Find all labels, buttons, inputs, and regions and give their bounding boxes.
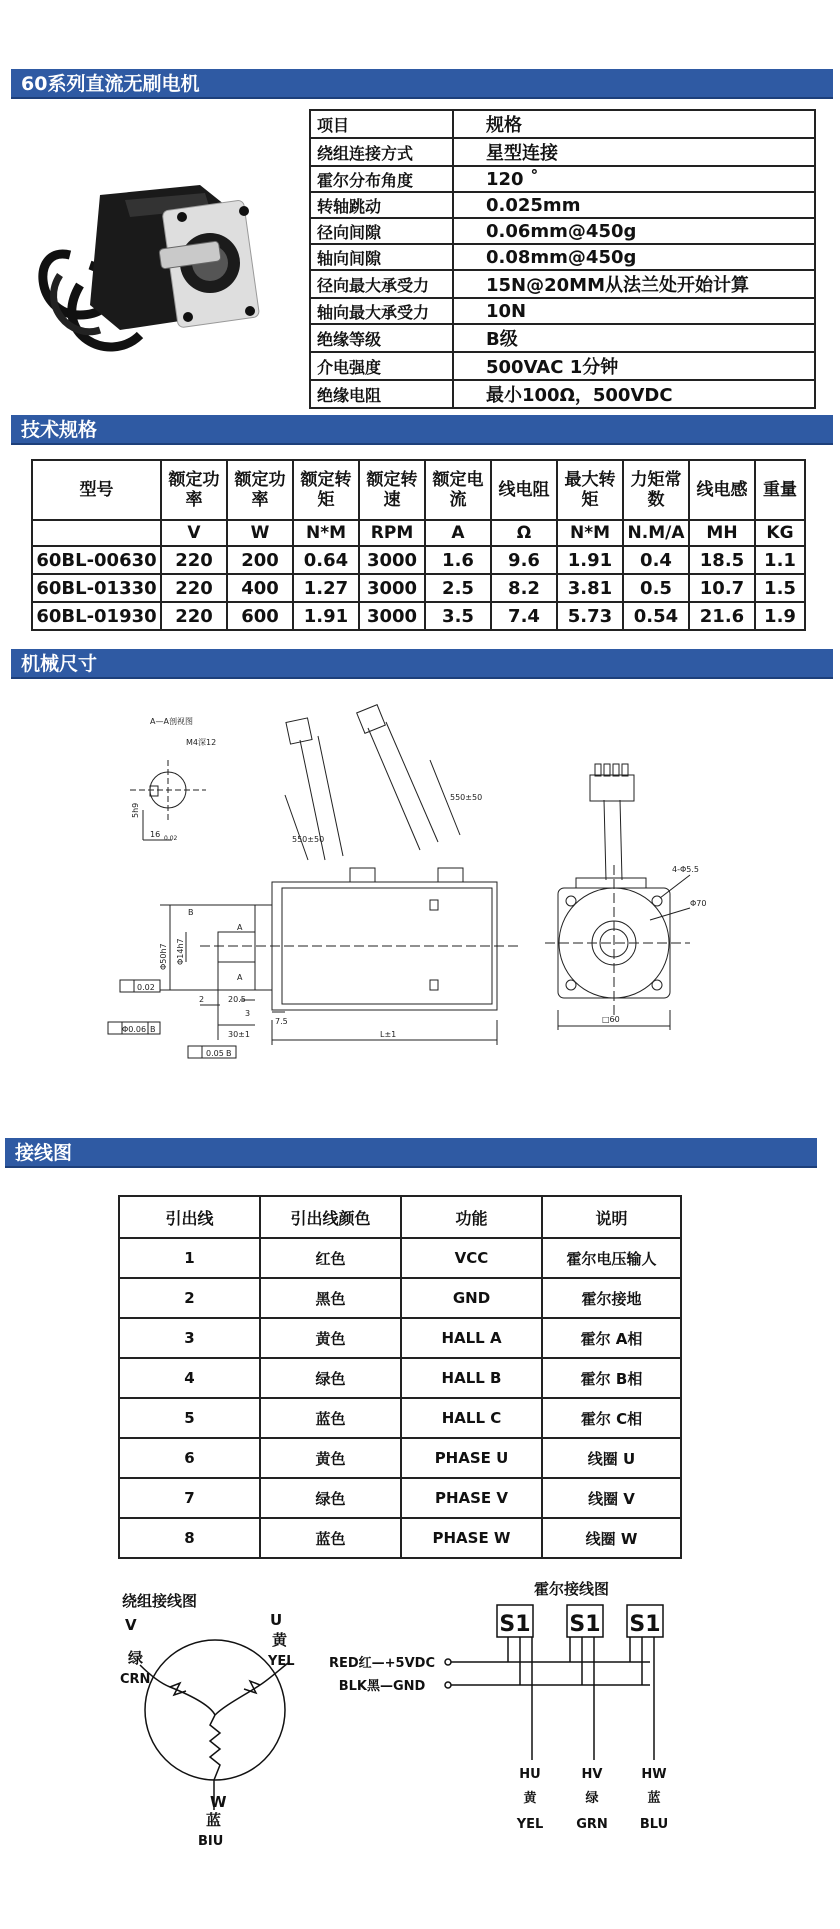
col-header: 力矩常数	[623, 460, 689, 520]
table-row	[119, 1238, 681, 1278]
table-cell: 10.7	[689, 574, 755, 602]
marker-a-bottom: A	[237, 973, 243, 982]
dim-7-5-label: 7.5	[275, 1017, 288, 1026]
table-row	[119, 1358, 681, 1398]
col-header: 额定功率	[161, 460, 227, 520]
col-header: 额定电流	[425, 460, 491, 520]
hv-cn: 绿	[585, 1791, 599, 1806]
table-cell: 0.5	[623, 574, 689, 602]
table-cell: 1.27	[293, 574, 359, 602]
table-cell: 1.6	[425, 546, 491, 574]
key-width-label: 16	[150, 830, 161, 839]
spec-value: 最小100Ω，500VDC	[453, 380, 815, 408]
table-cell: HALL A	[401, 1318, 542, 1358]
table-row	[119, 1318, 681, 1358]
table-cell: 5	[119, 1398, 260, 1438]
wiring-table	[118, 1195, 682, 1559]
table-row	[310, 244, 815, 270]
spec-value: 10N	[453, 298, 815, 324]
length-label: L±1	[380, 1030, 397, 1039]
spec-label: 介电强度	[310, 352, 453, 380]
cable-length-label-2: 550±50	[450, 793, 483, 802]
marker-b: B	[188, 908, 194, 917]
square-size-label: □60	[602, 1015, 620, 1024]
table-row	[310, 380, 815, 408]
hu-en: YEL	[516, 1817, 544, 1832]
table-row	[310, 110, 815, 138]
table-cell: 1.1	[755, 546, 805, 574]
spec-label: 绝缘等级	[310, 324, 453, 352]
hw-en: BLU	[639, 1817, 669, 1832]
table-cell: 3.81	[557, 574, 623, 602]
hall-diagram	[310, 1600, 690, 1870]
blk-wire-label: BLK黑—GND	[338, 1679, 426, 1694]
table-cell: 蓝色	[260, 1518, 401, 1558]
table-cell: 霍尔 C相	[542, 1398, 681, 1438]
table-row	[310, 298, 815, 324]
winding-diagram	[110, 1605, 340, 1855]
table-cell: 0.64	[293, 546, 359, 574]
table-row	[310, 352, 815, 380]
spec-label: 轴向最大承受力	[310, 298, 453, 324]
hv-en: GRN	[576, 1817, 608, 1832]
table-row	[119, 1278, 681, 1318]
spec-value: 0.08mm@450g	[453, 244, 815, 270]
table-row	[310, 192, 815, 218]
cable-length-label-1: 550±50	[292, 835, 325, 844]
spec-label: 轴向间隙	[310, 244, 453, 270]
table-cell: 7.4	[491, 602, 557, 630]
tap-label: M4深12	[186, 738, 217, 747]
table-cell: 220	[161, 602, 227, 630]
dim-2-label: 2	[199, 995, 205, 1004]
table-cell: 1.5	[755, 574, 805, 602]
table-cell: 60BL-01330	[32, 574, 161, 602]
table-row	[310, 166, 815, 192]
table-row	[32, 546, 805, 574]
table-cell: 8	[119, 1518, 260, 1558]
hu-cn: 黄	[523, 1791, 537, 1806]
spec-value: 规格	[453, 110, 815, 138]
table-cell: 600	[227, 602, 293, 630]
phase-v-cn: 绿	[128, 1649, 144, 1667]
table-cell: HALL C	[401, 1398, 542, 1438]
dim-20-5-label: 20.5	[228, 995, 246, 1004]
table-cell: 3000	[359, 574, 425, 602]
dim-30-label: 30±1	[228, 1030, 250, 1039]
flange-diameter-label: Φ50h7	[159, 943, 168, 970]
table-cell: 1.91	[293, 602, 359, 630]
table-cell: 5.73	[557, 602, 623, 630]
table-cell: 60BL-00630	[32, 546, 161, 574]
col-header: 线电阻	[491, 460, 557, 520]
table-cell: 绿色	[260, 1478, 401, 1518]
section-header-mechanical: 机械尺寸	[11, 649, 833, 679]
phase-u-cn: 黄	[272, 1631, 288, 1649]
table-cell: PHASE U	[401, 1438, 542, 1478]
datum-b-label: B	[150, 1025, 156, 1034]
unit-cell: RPM	[359, 520, 425, 546]
spec-table	[309, 109, 816, 409]
unit-cell: Ω	[491, 520, 557, 546]
table-cell: 线圈 V	[542, 1478, 681, 1518]
spec-value: B级	[453, 324, 815, 352]
table-cell: 3.5	[425, 602, 491, 630]
table-cell: GND	[401, 1278, 542, 1318]
key-height-label: 5h9	[131, 802, 140, 818]
col-header: 功能	[401, 1196, 542, 1238]
unit-cell: V	[161, 520, 227, 546]
table-cell: 1.9	[755, 602, 805, 630]
unit-cell: KG	[755, 520, 805, 546]
table-row	[32, 602, 805, 630]
table-cell: 2	[119, 1278, 260, 1318]
table-cell: 18.5	[689, 546, 755, 574]
phase-w-label: W	[210, 1793, 227, 1811]
hall-sensor-2: S1	[569, 1612, 601, 1637]
col-header: 引出线	[119, 1196, 260, 1238]
phase-u-en: YEL	[268, 1654, 295, 1669]
table-cell: 3000	[359, 602, 425, 630]
table-cell: PHASE V	[401, 1478, 542, 1518]
unit-cell: N.M/A	[623, 520, 689, 546]
col-header: 额定转速	[359, 460, 425, 520]
phase-w-en: BIU	[198, 1834, 224, 1849]
hu-label: HU	[519, 1767, 541, 1782]
spec-label: 径向间隙	[310, 218, 453, 244]
table-cell: 9.6	[491, 546, 557, 574]
table-cell: 黑色	[260, 1278, 401, 1318]
unit-cell: N*M	[557, 520, 623, 546]
table-cell: 霍尔 B相	[542, 1358, 681, 1398]
spec-label: 项目	[310, 110, 453, 138]
table-cell: 3000	[359, 546, 425, 574]
table-cell: 蓝色	[260, 1398, 401, 1438]
spec-value: 0.025mm	[453, 192, 815, 218]
spec-label: 径向最大承受力	[310, 270, 453, 298]
table-row	[119, 1478, 681, 1518]
spec-label: 绝缘电阻	[310, 380, 453, 408]
table-cell: 220	[161, 546, 227, 574]
table-row	[310, 218, 815, 244]
section-header-motor: 60系列直流无刷电机	[11, 69, 833, 99]
unit-cell: N*M	[293, 520, 359, 546]
spec-value: 15N@20MM从法兰处开始计算	[453, 270, 815, 298]
table-cell: 60BL-01930	[32, 602, 161, 630]
table-row	[310, 270, 815, 298]
table-cell: VCC	[401, 1238, 542, 1278]
table-cell: 400	[227, 574, 293, 602]
table-row	[310, 138, 815, 166]
section-header-wiring: 接线图	[5, 1138, 817, 1168]
pcd-label: Φ70	[690, 899, 707, 908]
table-row	[119, 1438, 681, 1478]
table-row	[119, 1518, 681, 1558]
col-header: 引出线颜色	[260, 1196, 401, 1238]
dim-3-label: 3	[245, 1009, 251, 1018]
table-cell: 8.2	[491, 574, 557, 602]
section-label: A—A剖视图	[150, 717, 193, 726]
table-cell: 线圈 W	[542, 1518, 681, 1558]
coaxiality-label: Φ0.06	[122, 1025, 147, 1034]
table-cell: 黄色	[260, 1318, 401, 1358]
unit-cell: MH	[689, 520, 755, 546]
table-cell: 1.91	[557, 546, 623, 574]
table-cell: 绿色	[260, 1358, 401, 1398]
table-cell: HALL B	[401, 1358, 542, 1398]
spec-value: 0.06mm@450g	[453, 218, 815, 244]
table-cell: 0.4	[623, 546, 689, 574]
table-cell: 线圈 U	[542, 1438, 681, 1478]
table-row	[32, 574, 805, 602]
col-header: 重量	[755, 460, 805, 520]
unit-cell	[32, 520, 161, 546]
table-cell: 3	[119, 1318, 260, 1358]
phase-v-label: V	[125, 1616, 137, 1634]
table-row	[119, 1398, 681, 1438]
hw-cn: 蓝	[647, 1791, 661, 1806]
table-cell: 2.5	[425, 574, 491, 602]
table-cell: 霍尔接地	[542, 1278, 681, 1318]
perpendicularity-label: 0.05	[206, 1049, 224, 1058]
table-cell: 霍尔 A相	[542, 1318, 681, 1358]
unit-cell: A	[425, 520, 491, 546]
datum-b-label-2: B	[226, 1049, 232, 1058]
winding-title: 绕组接线图	[122, 1592, 198, 1610]
motor-photo	[30, 165, 270, 365]
table-cell: 霍尔电压输人	[542, 1238, 681, 1278]
col-header: 最大转矩	[557, 460, 623, 520]
hall-sensor-1: S1	[499, 1612, 531, 1637]
tech-spec-table	[31, 459, 806, 631]
table-cell: 0.54	[623, 602, 689, 630]
key-tolerance-label: 0.02	[164, 835, 178, 842]
runout-label: 0.02	[137, 983, 155, 992]
table-cell: 黄色	[260, 1438, 401, 1478]
col-header: 说明	[542, 1196, 681, 1238]
spec-value: 500VAC 1分钟	[453, 352, 815, 380]
phase-u-label: U	[270, 1611, 283, 1629]
hall-title: 霍尔接线图	[534, 1580, 610, 1598]
table-cell: 1	[119, 1238, 260, 1278]
table-cell: 4	[119, 1358, 260, 1398]
spec-value: 120 ˚	[453, 166, 815, 192]
phase-w-cn: 蓝	[206, 1811, 222, 1829]
spec-label: 霍尔分布角度	[310, 166, 453, 192]
table-row	[310, 324, 815, 352]
phase-v-en: CRN	[120, 1672, 151, 1687]
mechanical-drawing	[0, 700, 840, 1060]
red-wire-label: RED红—+5VDC	[328, 1656, 436, 1671]
col-header: 型号	[32, 460, 161, 520]
hw-label: HW	[641, 1767, 667, 1782]
shaft-diameter-label: Φ14h7	[176, 938, 185, 965]
section-header-tech: 技术规格	[11, 415, 833, 445]
spec-label: 转轴跳动	[310, 192, 453, 218]
table-cell: 6	[119, 1438, 260, 1478]
marker-a-top: A	[237, 923, 243, 932]
hole-label: 4-Φ5.5	[672, 865, 699, 874]
spec-label: 绕组连接方式	[310, 138, 453, 166]
hall-sensor-3: S1	[629, 1612, 661, 1637]
table-cell: PHASE W	[401, 1518, 542, 1558]
table-cell: 200	[227, 546, 293, 574]
unit-cell: W	[227, 520, 293, 546]
table-cell: 红色	[260, 1238, 401, 1278]
hv-label: HV	[581, 1767, 603, 1782]
spec-value: 星型连接	[453, 138, 815, 166]
col-header: 线电感	[689, 460, 755, 520]
table-cell: 7	[119, 1478, 260, 1518]
table-cell: 220	[161, 574, 227, 602]
col-header: 额定功率	[227, 460, 293, 520]
table-cell: 21.6	[689, 602, 755, 630]
col-header: 额定转矩	[293, 460, 359, 520]
